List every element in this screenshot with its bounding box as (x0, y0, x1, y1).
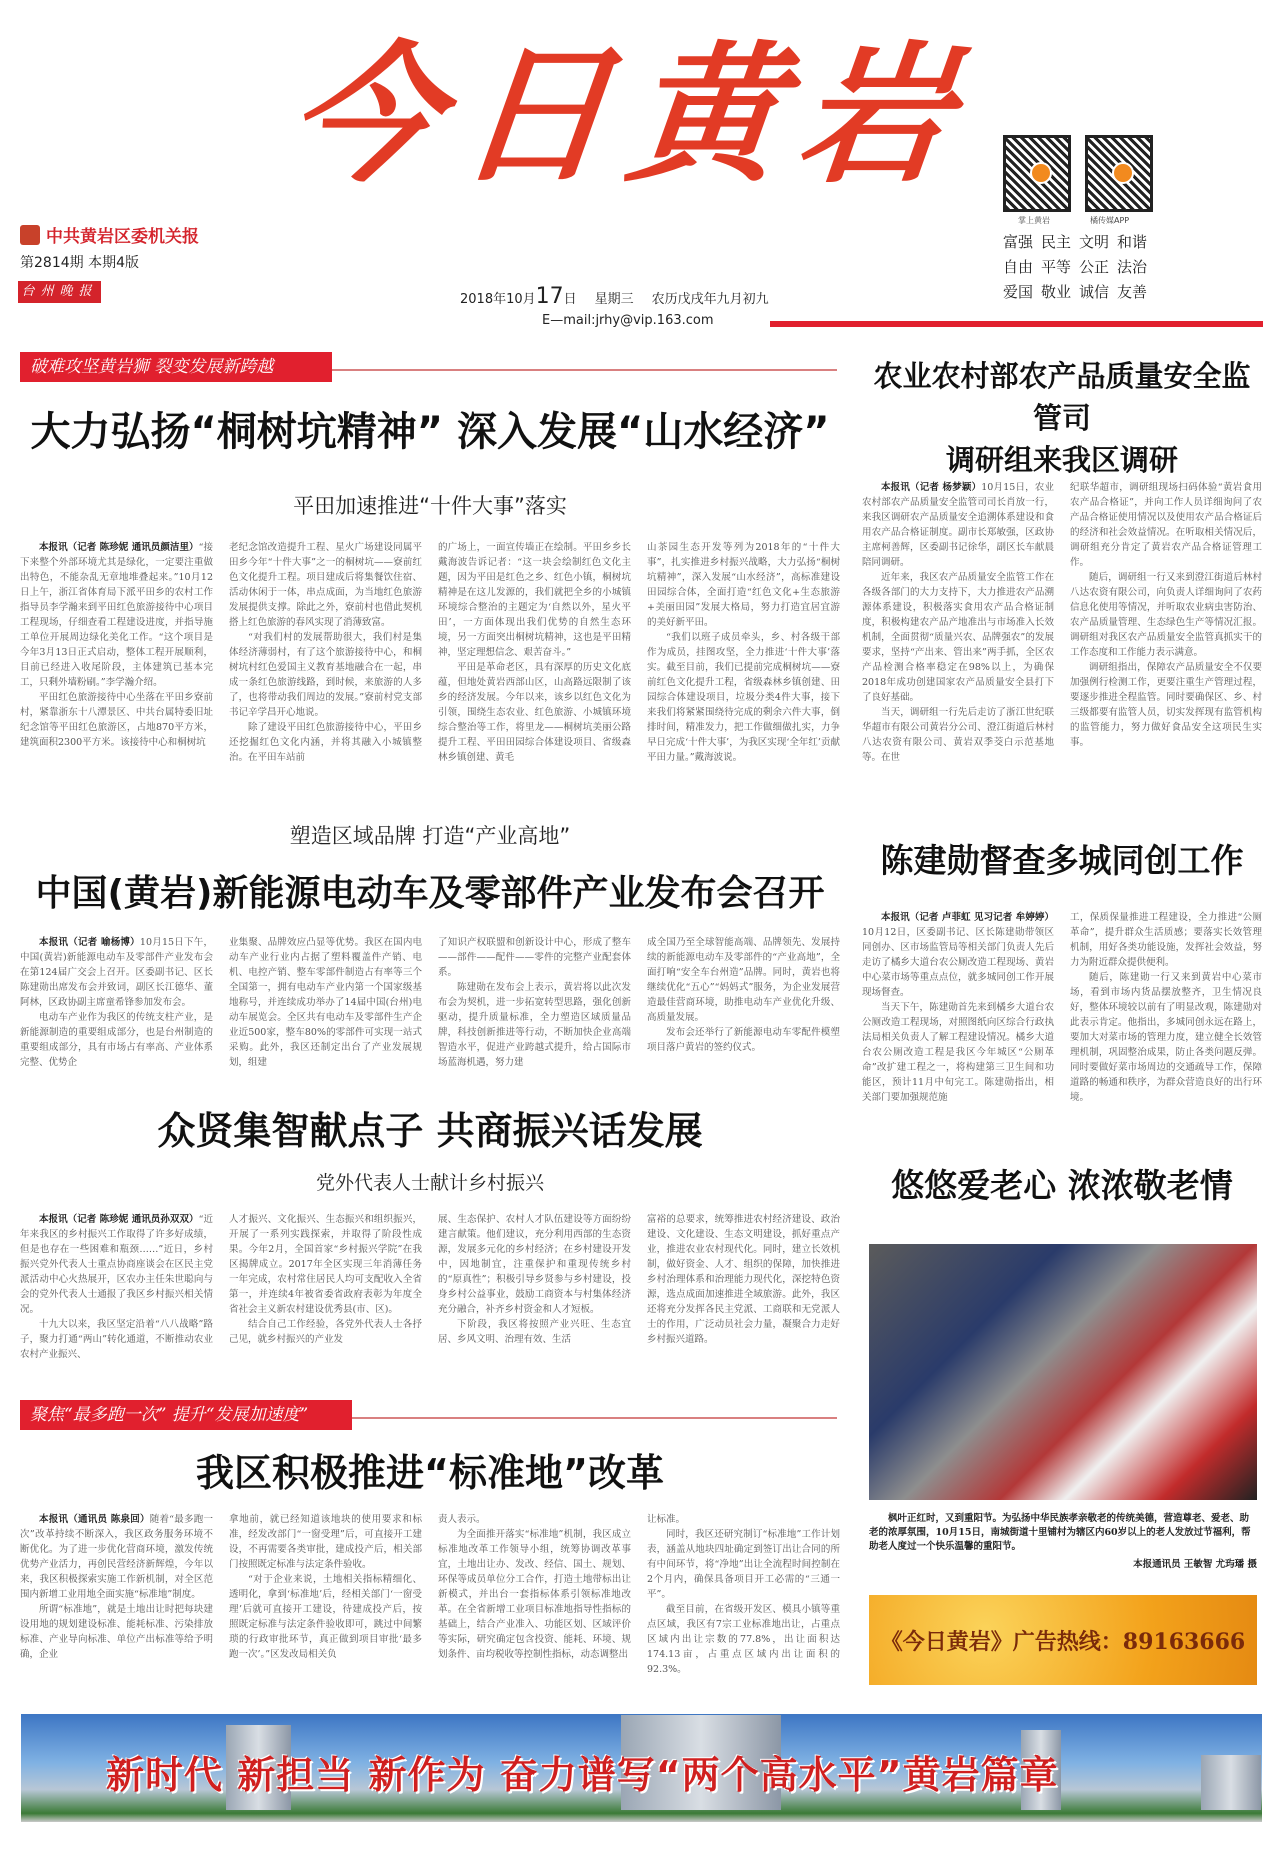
paragraph: 的广场上，一面宣传墙正在绘制。平田乡乡长戴海波告诉记者：“这一块会绘制红色文化主题，因为平田是红色之乡、红色小镇，桐树坑精神是在这儿发源的，我们就把全乡的小城镇环境综合整治的主题定为‘自然以外，星火平田’，一方面体现出我们优势的自然生态环境，另一方面突出桐树坑精神，这也是平田精神，坚定理想信念、艰苦奋斗。” (438, 542, 631, 658)
headline-elderly[interactable]: 悠悠爱老心 浓浓敬老情 (891, 1166, 1233, 1205)
paragraph: 随后，陈建勋一行又来到黄岩中心菜市场，看到市场内货品摆放整齐，卫生情况良好，整体环境较以前有了明显改观，陈建勋对此表示肯定。他指出，多城同创永远在路上，要加大对菜市场的管理力度，建立健全长效管理机制，巩固整治成果，防止各类问题反弹。同时要做好菜市场周边的交通疏导工作，保障道路的畅通和秩序，为群众营造良好的出行环境。 (1070, 972, 1262, 1103)
paragraph: 业集聚、品牌效应凸显等优势。我区在国内电动车产业行业内占据了塑料覆盖件产销、电机、电控产销、整车零部件制造占有率等三个全国第一，拥有电动车产业内第一个国家级基地称号，并连续成功举办了14届中国(台州)电动车展览会。全区共有电动车及零部件生产企业近500家，整车80%的零部件可实现一站式采购。此外，我区还制定出台了产业发展规划，组建 (229, 937, 422, 1068)
date-day: 17 (535, 284, 564, 309)
headline-quality-survey[interactable] (862, 355, 1262, 481)
party-logo-icon (20, 225, 40, 245)
byline: 本报讯（记者 卢菲虹 见习记者 牟婷婷） (881, 912, 1054, 923)
column (20, 1212, 213, 1372)
column (20, 1512, 213, 1687)
kicker-rule (332, 369, 837, 371)
paragraph: 平田是革命老区，具有深厚的历史文化底蕴，但地处黄岩西部山区，山高路远限制了该乡的经济发展。今年以来，该乡以红色文化为引领，围绕生态农业、红色旅游、小城镇环境综合整治等工作，将里龙——桐树坑美丽公路提升工程、平田田园综合体建设项目、省级森林乡镇创建、黄毛 (438, 662, 631, 763)
dateline (460, 284, 769, 309)
paragraph: 随后，调研组一行又来到澄江街道后林村八达农资有限公司，向负责人详细询问了农药信息化使用等情况，并听取农业病虫害防治、农产品质量管理、生态绿色生产等情况汇报。调研组对我区农产品质量安全监管真抓实干的工作态度和工作能力表示满意。 (1070, 572, 1262, 658)
column (647, 1512, 840, 1687)
paragraph: 电动车产业作为我区的传统支柱产业，是新能源制造的重要组成部分，也是台州制造的重要组成部分，具有市场占有率高、产业体系完整、优势企 (20, 1012, 213, 1068)
ad-hotline[interactable] (869, 1595, 1257, 1685)
value-item: 法治 (1117, 258, 1148, 276)
banner-slogan: 新时代 新担当 新作为 奋力谱写“两个高水平”黄岩篇章 (106, 1753, 1059, 1797)
qr-label-zhangshang: 掌上黄岩 (1018, 216, 1050, 225)
article-body-ev (20, 935, 840, 1080)
paragraph: 让标准。 (647, 1514, 686, 1525)
date-month: 2018年10月 (460, 292, 536, 307)
paragraph: 平田红色旅游接待中心坐落在平田乡寮前村，紧靠浙东十八潭景区、中共台属特委旧址纪念馆等平田红色旅游区，占地870平方米，建筑面积2300平方米。该接待中心和桐树坑 (20, 692, 213, 748)
qr-code-icon[interactable] (1003, 135, 1071, 212)
header-divider (770, 321, 1263, 327)
organ-label (20, 222, 199, 247)
paragraph: 了知识产权联盟和创新设计中心，形成了整车——部件——配件——零件的完整产业配套体系。 (438, 937, 631, 978)
column (862, 910, 1054, 1140)
column (229, 1512, 422, 1687)
article-body-rural (20, 1212, 840, 1372)
byline: 本报讯（记者 杨梦颖） (881, 482, 982, 493)
byline: 本报讯（记者 陈珍妮 通讯员孙双双） (39, 1214, 199, 1225)
value-item: 富强 (1003, 233, 1034, 251)
column (1070, 480, 1262, 800)
paragraph: 成全国乃至全球智能高端、品牌领先、发展持续的新能源电动车及零部件的“产业高地”，全面打响“安全车台州造”品牌。同时，黄岩也将继续优化“五心”“妈妈式”服务，为企业发展营造最佳营商环境，助推电动车产业优化升级、高质量发展。 (647, 937, 840, 1023)
paragraph: “对我们村的发展帮助很大，我们村是集体经济薄弱村，有了这个旅游接待中心，和桐树坑村红色爱国主义教育基地融合在一起，串成一条红色旅游线路，到时候，来旅游的人多了，也将带动我们周边的发展。”寮前村党支部书记辛学昌开心地说。 (229, 632, 422, 718)
column (229, 1212, 422, 1372)
paragraph: 10月12日，区委副书记、区长陈建勋带领区同创办、区市场监管局等相关部门负责人先后走访了橘乡大道台农公厕改造工程现场、黄岩中心菜市场等重点点位，就多城同创工作开展现场督查。 (862, 927, 1054, 998)
column (1070, 910, 1262, 1140)
qr-label-app: 橘传媒APP (1090, 216, 1130, 225)
column (438, 935, 631, 1080)
value-item: 爱国 (1003, 283, 1034, 301)
paragraph: 10月15日，农业农村部农产品质量安全监管司司长肖放一行，来我区调研农产品质量安全追溯体系建设和食用农产品合格证制度。副市长郑敏强，区政协主席柯善辉，区委副书记徐华，副区长车献晨陪同调研。 (862, 482, 1054, 568)
paragraph: 责人表示。 (438, 1514, 486, 1525)
sister-paper-badge: 台州晚报 (18, 281, 101, 303)
paragraph: “对于企业来说，土地相关指标精细化、透明化，拿到‘标准地’后，经相关部门‘一窗受理’后就可直接开工建设，待建成投产后，按照既定标准与法定条件验收即可，跳过中间繁琐的行政审批环节，真正做到项目审批‘最多跑一次’。”区发改局相关负 (229, 1574, 422, 1660)
building-graphic (1201, 1755, 1261, 1810)
paragraph: 同时，我区还研究制订“标准地”工作计划表，涵盖从地块四址确定到签订出让合同的所有中间环节，将“净地”出让全流程时间控制在2个月内，确保具备项目开工必需的“三通一平”。 (647, 1529, 840, 1600)
column (229, 935, 422, 1080)
paragraph: 当天下午，陈建勋首先来到橘乡大道台农公厕改造工程现场，对照图纸向区综合行政执法局相关负责人了解工程建设情况。橘乡大道台农公厕改造工程是我区今年城区“公厕革命”改扩建工程之一，将构建第三卫生间和功能区，预计11月中旬完工。陈建勋指出，相关部门要加强规范施 (862, 1002, 1054, 1103)
value-item: 和谐 (1117, 233, 1148, 251)
slogan-banner (21, 1714, 1262, 1822)
paragraph: 工，保质保量推进工程建设，全力推进“公厕革命”，提升群众生活质感；要落实长效管理机制，用好各类功能设施，发挥社会效益，努力为附近群众提供便利。 (1070, 912, 1262, 968)
paragraph: 截至目前，在省级开发区、模具小镇等重点区域，我区有7宗工业标准地出让，占重点区域内出让宗数的77.8%，出让面积达174.13亩，占重点区域内出让面积的92.3%。 (647, 1604, 840, 1675)
section-kicker: 聚焦“最多跑一次” 提升“发展加速度” (20, 1400, 352, 1430)
ad-text: 《今日黄岩》广告热线：89163666 (880, 1628, 1246, 1655)
paragraph: 调研组指出，保障农产品质量安全不仅要加强例行检测工作，更要注重生产管理过程，要逐步推进全程监管。同时要确保区、乡、村三级都要有监管人员，切实发挥现有监管机构的监管能力，努力做好食品安全这项民生实事。 (1070, 662, 1262, 748)
weekday: 星期三 (594, 292, 634, 307)
article-body-quality-survey (862, 480, 1262, 800)
value-item: 自由 (1003, 258, 1034, 276)
column (647, 935, 840, 1080)
paragraph: 结合自己工作经验，各党外代表人士各抒己见，就乡村振兴的产业发 (229, 1319, 422, 1345)
value-item: 诚信 (1079, 283, 1110, 301)
column (647, 540, 840, 790)
headline-ev[interactable]: 中国(黄岩)新能源电动车及零部件产业发布会召开 (35, 873, 825, 914)
article-body-tongshukeng (20, 540, 840, 790)
byline: 本报讯（通讯员 陈泉回） (39, 1514, 150, 1525)
column (647, 1212, 840, 1372)
paragraph: 展、生态保护、农村人才队伍建设等方面纷纷建言献策。他们建议，充分利用西部的生态资源，发展多元化的乡村经济；在乡村建设开发中，因地制宜，注重保护和重现传统乡村的“原真性”；积极引导乡贤参与乡村建设，投身乡村公益事业，鼓励工商资本与村集体经济充分融合，补齐乡村资金和人才短板。 (438, 1214, 631, 1315)
column (438, 1212, 631, 1372)
paragraph: 所谓“标准地”，就是土地出让时把每块建设用地的规划建设标准、能耗标准、污染排放标准、产业导向标准、单位产出标准等给予明确，企业 (20, 1604, 213, 1660)
subhead-tongshukeng: 平田加速推进“十件大事”落实 (293, 494, 567, 518)
headline-standard-land[interactable]: 我区积极推进“标准地”改革 (196, 1451, 664, 1495)
value-item: 文明 (1079, 233, 1110, 251)
core-values (1003, 230, 1147, 305)
newspaper-title: 今日黄岩 (280, 27, 980, 203)
article-body-standard-land (20, 1512, 840, 1687)
paragraph: 下阶段，我区将按照产业兴旺、生态宜居、乡风文明、治理有效、生活 (438, 1319, 631, 1345)
kicker-rule (352, 1417, 837, 1419)
paragraph: 10月15日下午，中国(黄岩)新能源电动车及零部件产业发布会在第124届广交会上召开。区委副书记、区长陈建勋出席发布会并致词，副区长江德华、董阿林，区政协副主席童希锋参加发布会。 (20, 937, 213, 1008)
paragraph: 人才振兴、文化振兴、生态振兴和组织振兴，开展了一系列实践探索，并取得了阶段性成果。今年2月，全国首家“乡村振兴学院”在我区揭牌成立。2017年全区实现三年消薄任务一年完成，农村常住居民人均可支配收入全省第一，并连续4年被省委省政府表彰为年度全省社会主义新农村建设优秀县(市、区)。 (229, 1214, 422, 1315)
column (862, 480, 1054, 800)
subhead-ev: 塑造区域品牌 打造“产业高地” (289, 824, 571, 848)
paragraph: 纪联华超市，调研组现场扫码体验“黄岩食用农产品合格证”，并向工作人员详细询问了农产品合格证使用情况以及使用农产品合格证后的经济和社会效益情况。在听取相关情况后，调研组充分肯定了黄岩农产品合格证管理工作。 (1070, 482, 1262, 568)
byline: 本报讯（记者 陈珍妮 通讯员颜洁里） (39, 542, 199, 553)
paragraph: 富裕的总要求，统筹推进农村经济建设、政治建设、文化建设、生态文明建设，抓好重点产业，推进农业农村现代化。同时，建立长效机制，做好资金、人才、组织的保障，加快推进乡村治理体系和治理能力现代化，深挖特色资源，选点成面加速推进全域旅游。此外，我区还将充分发挥各民主党派、工商联和无党派人士的作用，广泛动员社会力量，凝聚合力走好乡村振兴道路。 (647, 1214, 840, 1345)
paragraph: 除了建设平田红色旅游接待中心，平田乡还挖掘红色文化内涵，并将其融入小城镇整治。在平田车站前 (229, 722, 422, 763)
value-item: 敬业 (1041, 283, 1072, 301)
value-item: 友善 (1117, 283, 1148, 301)
column (438, 1512, 631, 1687)
qr-code-icon[interactable] (1085, 135, 1153, 212)
lunar-date: 农历戊戌年九月初九 (651, 292, 769, 307)
headline-line: 农业农村部农产品质量安全监管司 (873, 359, 1251, 435)
issue-number: 第2814期 本期4版 (20, 255, 139, 271)
column (20, 935, 213, 1080)
paragraph: 老纪念馆改造提升工程、星火广场建设同属平田乡今年“十件大事”之一的桐树坑——寮前红色文化提升工程。项目建成后将集餐饮住宿、活动休闲于一体，串点成面，为当地红色旅游发展提供支撑。除此之外，寮前村也借此契机搭上红色旅游的春风实现了消薄致富。 (229, 542, 422, 628)
organ-text: 中共黄岩区委机关报 (46, 227, 199, 247)
paragraph: “近年来我区的乡村振兴工作取得了许多好成绩，但是也存在一些困难和瓶颈……”近日，乡村振兴党外代表人士重点协商座谈会在区民主党派活动中心火热展开，区农办主任朱世聪向与会的党外代表人士通报了我区乡村振兴相关情况。 (20, 1214, 213, 1315)
column (229, 540, 422, 790)
article-body-chen-inspection (862, 910, 1262, 1140)
paragraph: 当天，调研组一行先后走访了浙江世纪联华超市有限公司黄岩分公司、澄江街道后林村八达农资有限公司、黄岩双季茭白示范基地等。在世 (862, 707, 1054, 763)
column (438, 540, 631, 790)
value-item: 民主 (1041, 233, 1072, 251)
paragraph: 为全面推开落实“标准地”机制，我区成立标准地改革工作领导小组，统筹协调改革事宜，土地出让办、发改、经信、国土、规划、环保等成员单位分工合作，打造土地带标出让新模式，并出台一套指标体系引领标准地改革。在全省新增工业项目标准地指导性指标的基础上，结合产业准入、功能区划、区域评价等实际，研究确定包含投资、能耗、环境、规划条件、亩均税收等控制性指标，动态调整出 (438, 1529, 631, 1660)
elderly-festival-photo (869, 1244, 1257, 1500)
paragraph: “我们以班子成员牵头，乡、村各级干部作为成员，挂图攻坚，全力推进‘十件大事’落实。截至目前，我们已提前完成桐树坑——寮前红色文化提升工程，省级森林乡镇创建、田园综合体建设项目，垃圾分类4件大事，接下来我们将紧紧围绕待完成的剩余六件大事，倒排时间，精准发力，把工作做细做扎实，力争早日完成‘十件大事’，为我区实现‘全年红’贡献平田力量。”戴海波说。 (647, 632, 840, 763)
value-item: 公正 (1079, 258, 1110, 276)
paragraph: 拿地前，就已经知道该地块的使用要求和标准，经发改部门“一窗受理”后，可直接开工建设，不再需要各类审批，建成投产后，相关部门按照既定标准与法定条件验收。 (229, 1514, 422, 1570)
paragraph: 十九大以来，我区坚定沿着“八八战略”路子，聚力打通“两山”转化通道，不断推动农业农村产业振兴、 (20, 1319, 213, 1360)
column (20, 540, 213, 790)
headline-tongshukeng[interactable]: 大力弘扬“桐树坑精神” 深入发展“山水经济” (30, 409, 830, 455)
paragraph: 近年来，我区农产品质量安全监管工作在各级各部门的大力支持下，大力推进农产品溯源体系建设，积极落实食用农产品合格证制度，积极构建农产品产地准出与市场准入长效机制，全面贯彻“质量兴农、品牌强农”的发展要求，坚持“产出来、管出来”两手抓，全区农产品检测合格率稳定在98%以上，为确保2018年成功创建国家农产品质量安全县打下了良好基础。 (862, 572, 1054, 703)
paragraph: “接下来整个外部环境尤其是绿化，一定要注重做出特色，不能杂乱无章地堆叠起来。”10月12日上午，浙江省体育局下派平田乡的农村工作指导员李学瀚来到平田红色旅游接待中心项目工程现场，仔细查看工程建设进度，并指导施工单位开展周边绿化美化工作。“这个项目是今年3月13日正式启动，整体工程开展顺利，目前已经进入收尾阶段，主体建筑已基本完工，只剩外墙粉刷。”李学瀚介绍。 (20, 542, 213, 688)
section-kicker: 破难攻坚黄岩狮 裂变发展新跨越 (20, 352, 332, 382)
paragraph: 陈建勋在发布会上表示，黄岩将以此次发布会为契机，进一步拓宽转型思路，强化创新驱动，提升质量标准，全力塑造区域质量品牌，科技创新推进等行动，不断加快企业高端智造水平，促进产业跨越式提升，给占国际市场蓝海机遇，努力建 (438, 982, 631, 1068)
photo-caption: 枫叶正红时，又到重阳节。为弘扬中华民族孝亲敬老的传统美德，营造尊老、爱老、助老的浓厚氛围，10月15日，南城街道十里铺村为辖区内60岁以上的老人发放过节福利，帮助老人度过一个快乐温馨的重阳节。 (869, 1513, 1251, 1552)
value-item: 平等 (1041, 258, 1072, 276)
email-address: E—mail:jrhy@vip.163.com (542, 313, 714, 328)
paragraph: 随着“最多跑一次”改革持续不断深入，我区政务服务环境不断优化。为了进一步优化营商环境，激发传统优势产业活力，再创民营经济新辉煌，今年以来，我区积极探索实施工作新机制，对全区范围内新增工业用地全面实施“标准地”制度。 (20, 1514, 214, 1600)
paragraph: 发布会还举行了新能源电动车零配件模塑项目落户黄岩的签约仪式。 (647, 1027, 840, 1053)
headline-rural[interactable]: 众贤集智献点子 共商振兴话发展 (157, 1109, 703, 1153)
date-suffix: 日 (563, 292, 577, 307)
photo-credit: 本报通讯员 王敏智 尤玙璠 摄 (1133, 1559, 1257, 1570)
headline-line: 调研组来我区调研 (945, 443, 1178, 477)
byline: 本报讯（记者 喻杨博） (39, 937, 140, 948)
subhead-rural: 党外代表人士献计乡村振兴 (315, 1172, 544, 1194)
paragraph: 山茶园生态开发等列为2018年的“十件大事”，扎实推进乡村振兴战略，大力弘扬“桐树坑精神”，深入发展“山水经济”，高标准建设田园综合体，全面打造“红色文化+生态旅游+美丽田园”发展大格局，努力打造宜居宜游的美好新平田。 (647, 542, 840, 628)
headline-chen-inspection[interactable]: 陈建勋督查多城同创工作 (880, 841, 1244, 880)
